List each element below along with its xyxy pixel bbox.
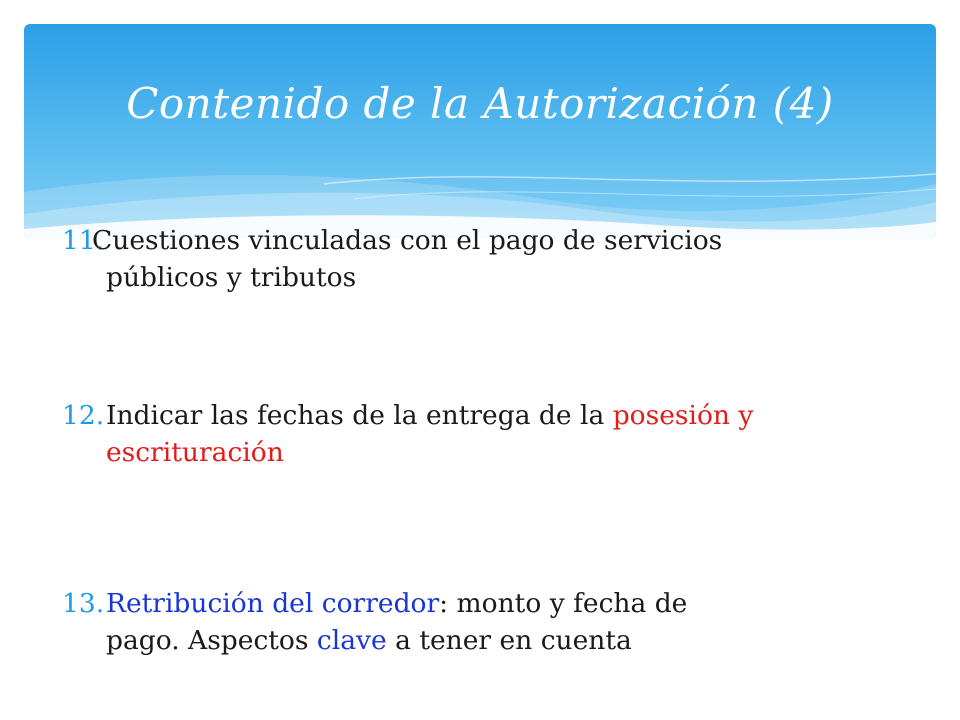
item-text: : monto y fecha de: [439, 588, 688, 619]
item-number: 11.: [62, 225, 105, 256]
item-text-line1: [106, 586, 687, 622]
item-text: pago. Aspectos: [106, 625, 317, 656]
item-text-line1: [106, 398, 753, 434]
item-number: 13.: [62, 588, 105, 619]
highlight-escrituracion: escrituración: [106, 437, 284, 468]
item-number: 12.: [62, 400, 105, 431]
highlight-retribucion: Retribución del corredor: [106, 588, 440, 619]
highlight-posesion: posesión y: [612, 400, 754, 431]
item-text-line2: públicos y tributos: [106, 262, 357, 293]
item-text-line2: [106, 623, 632, 659]
item-text: a tener en cuenta: [386, 625, 632, 656]
item-text-line1: Cuestiones vinculadas con el pago de servicios: [92, 225, 723, 256]
highlight-clave: clave: [316, 625, 387, 656]
item-text: Indicar las fechas de la entrega de la: [106, 400, 613, 431]
slide-title: Contenido de la Autorización (4): [126, 79, 834, 128]
